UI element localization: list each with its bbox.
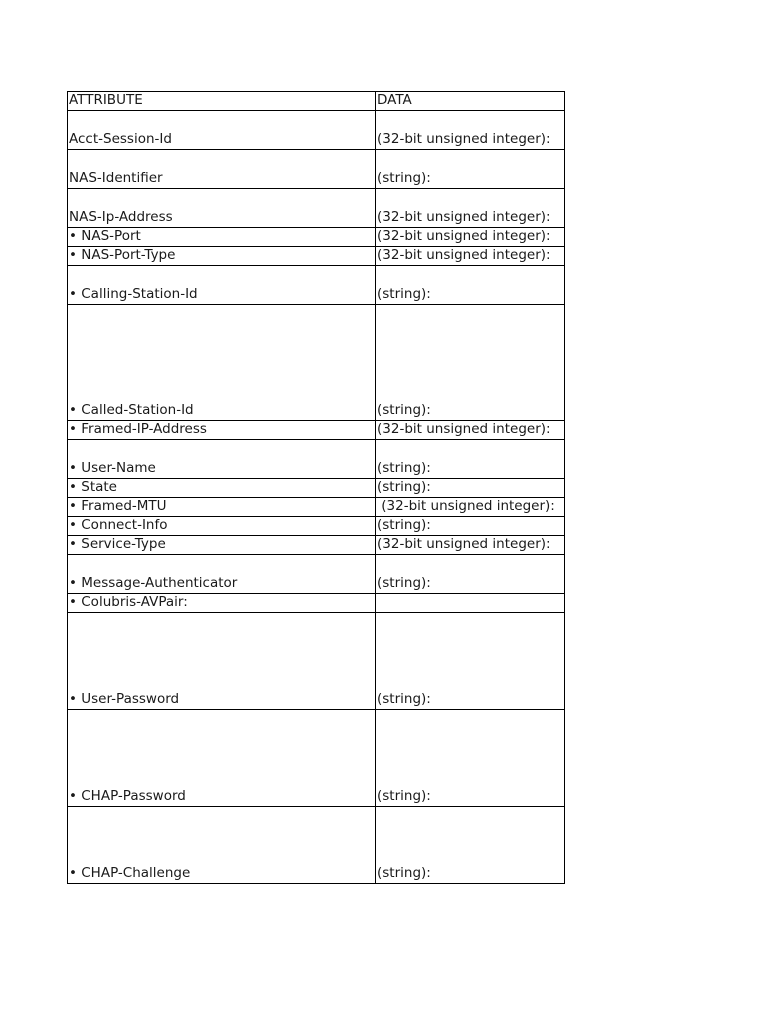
table-row (68, 594, 565, 613)
attribute-cell: NAS-Identifier (68, 150, 376, 189)
table-row (68, 228, 565, 247)
table-row (68, 536, 565, 555)
attribute-cell: • User-Name (68, 440, 376, 479)
data-cell: (string): (376, 150, 565, 189)
data-cell: (string): (376, 266, 565, 305)
attribute-cell: Acct-Session-Id (68, 111, 376, 150)
table-header-row (68, 92, 565, 111)
data-cell: (32-bit unsigned integer): (376, 247, 565, 266)
table-row (68, 479, 565, 498)
data-cell: (string): (376, 479, 565, 498)
data-cell: (32-bit unsigned integer): (376, 536, 565, 555)
data-cell: (string): (376, 613, 565, 710)
header-attribute: ATTRIBUTE (68, 92, 376, 111)
table-row (68, 421, 565, 440)
attribute-cell: • State (68, 479, 376, 498)
data-cell: (32-bit unsigned integer): (376, 228, 565, 247)
table-row (68, 555, 565, 594)
table-row (68, 189, 565, 228)
attribute-cell: • Called-Station-Id (68, 305, 376, 421)
data-cell: (32-bit unsigned integer): (376, 498, 565, 517)
data-cell: (32-bit unsigned integer): (376, 111, 565, 150)
table-row (68, 710, 565, 807)
attribute-cell: • Calling-Station-Id (68, 266, 376, 305)
data-cell: (32-bit unsigned integer): (376, 189, 565, 228)
table-row (68, 266, 565, 305)
table-row (68, 613, 565, 710)
table-row (68, 807, 565, 884)
table-row (68, 111, 565, 150)
data-cell: (string): (376, 710, 565, 807)
attribute-cell: • Colubris-AVPair: (68, 594, 376, 613)
table-row (68, 498, 565, 517)
data-cell: (32-bit unsigned integer): (376, 421, 565, 440)
attribute-cell: • CHAP-Challenge (68, 807, 376, 884)
attribute-cell: • Framed-IP-Address (68, 421, 376, 440)
data-cell: (string): (376, 440, 565, 479)
attribute-cell: • NAS-Port (68, 228, 376, 247)
table-row (68, 517, 565, 536)
table-row (68, 305, 565, 421)
attribute-cell: • Message-Authenticator (68, 555, 376, 594)
header-data: DATA (376, 92, 565, 111)
table-row (68, 440, 565, 479)
attribute-table (67, 91, 565, 884)
attribute-cell: • CHAP-Password (68, 710, 376, 807)
data-cell (376, 594, 565, 613)
attribute-cell: • NAS-Port-Type (68, 247, 376, 266)
data-cell: (string): (376, 305, 565, 421)
attribute-cell: • Connect-Info (68, 517, 376, 536)
attribute-cell: • Service-Type (68, 536, 376, 555)
data-cell: (string): (376, 807, 565, 884)
table-row (68, 247, 565, 266)
attribute-cell: NAS-Ip-Address (68, 189, 376, 228)
attribute-cell: • User-Password (68, 613, 376, 710)
table-row (68, 150, 565, 189)
attribute-cell: • Framed-MTU (68, 498, 376, 517)
data-cell: (string): (376, 555, 565, 594)
data-cell: (string): (376, 517, 565, 536)
